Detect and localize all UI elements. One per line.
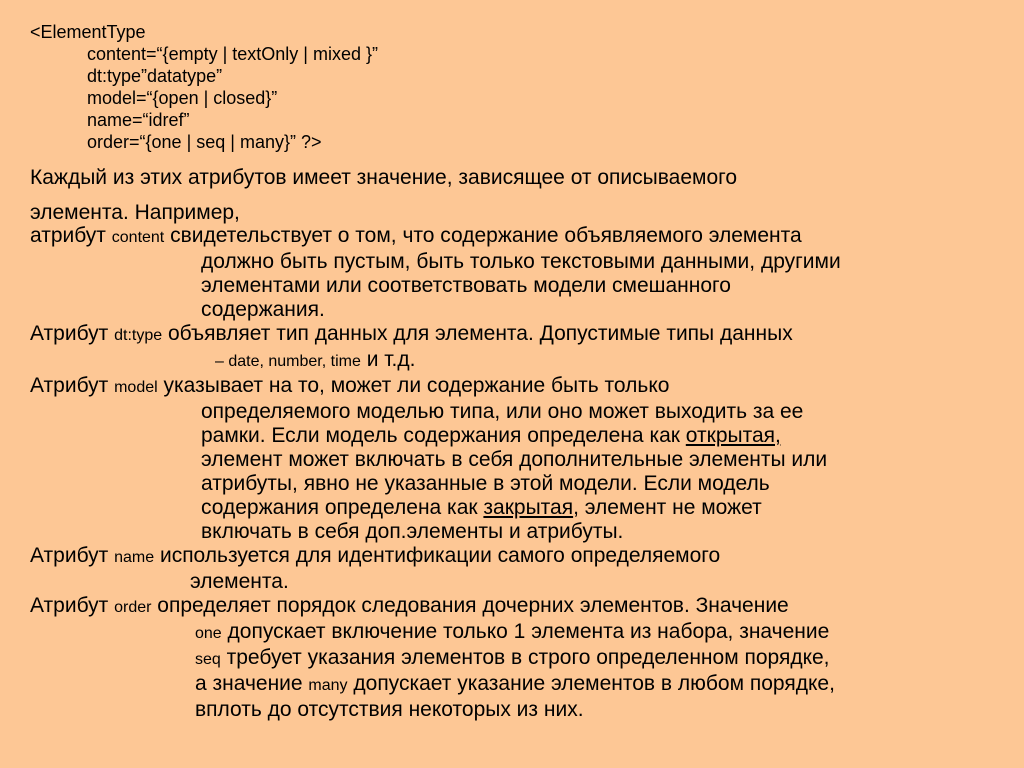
code-line-element-type: <ElementType bbox=[30, 22, 146, 42]
paragraph-line bbox=[30, 698, 1010, 722]
paragraph-text: требует указания элементов в строго определенном порядке, bbox=[220, 646, 830, 669]
paragraph-text: Атрибут bbox=[30, 594, 115, 617]
code-line-model: model=“{open | closed}” bbox=[87, 88, 278, 108]
attribute-content-paragraph bbox=[30, 224, 1010, 322]
paragraph-line bbox=[30, 646, 1010, 672]
attribute-order-paragraph bbox=[30, 594, 1010, 722]
paragraph-text: определяемого моделью типа, или оно может выходить за ее bbox=[201, 400, 804, 423]
underlined-term: закрытая bbox=[483, 496, 574, 519]
paragraph-text: Атрибут bbox=[30, 374, 115, 397]
paragraph-line bbox=[30, 448, 1010, 472]
paragraph-text: объявляет тип данных для элемента. Допустимые типы данных bbox=[162, 322, 793, 345]
paragraph-text: содержания. bbox=[201, 298, 325, 321]
paragraph-line bbox=[30, 322, 1010, 348]
paragraph-line bbox=[30, 374, 1010, 400]
paragraph-line bbox=[30, 400, 1010, 424]
paragraph-text: Атрибут bbox=[30, 322, 115, 345]
paragraph-text: допускает указание элементов в любом порядке, bbox=[347, 672, 835, 695]
attribute-term: one bbox=[195, 625, 222, 642]
element-type-syntax-block bbox=[30, 21, 378, 153]
paragraph-text: , элемент не может bbox=[573, 496, 762, 519]
attribute-name-paragraph bbox=[30, 544, 1010, 594]
attribute-term: seq bbox=[195, 651, 221, 668]
attribute-term: content bbox=[111, 229, 165, 246]
paragraph-text: элемент может включать в себя дополнительные элементы или bbox=[201, 448, 828, 471]
paragraph-text: а значение bbox=[195, 672, 309, 695]
paragraph-text: свидетельствует о том, что содержание объявляемого элемента bbox=[164, 224, 802, 247]
paragraph-text: атрибут bbox=[30, 224, 112, 247]
paragraph-text: рамки. Если модель содержания определена как bbox=[201, 424, 686, 447]
intro-line-2: элемента. Например, bbox=[30, 201, 240, 224]
attribute-term: model bbox=[114, 379, 158, 396]
code-line-order: order=“{one | seq | many}” ?> bbox=[87, 132, 322, 152]
code-line-name: name=“idref” bbox=[87, 110, 190, 130]
attribute-term: – date, number, time bbox=[215, 353, 361, 370]
paragraph-line bbox=[30, 424, 1010, 448]
intro-line-1: Каждый из этих атрибутов имеет значение, зависящее от описываемого bbox=[30, 166, 738, 189]
paragraph-line bbox=[30, 520, 1010, 544]
paragraph-line bbox=[30, 472, 1010, 496]
paragraph-text: включать в себя доп.элементы и атрибуты. bbox=[201, 520, 624, 543]
paragraph-text: и т.д. bbox=[360, 348, 416, 371]
paragraph-line bbox=[30, 274, 1010, 298]
paragraph-line bbox=[30, 224, 1010, 250]
paragraph-line bbox=[30, 570, 1010, 594]
paragraph-line bbox=[30, 594, 1010, 620]
attribute-model-paragraph bbox=[30, 374, 1010, 544]
paragraph-line bbox=[30, 620, 1010, 646]
paragraph-text: допускает включение только 1 элемента из набора, значение bbox=[221, 620, 830, 643]
paragraph-line bbox=[30, 544, 1010, 570]
underlined-term: открытая, bbox=[685, 424, 781, 447]
paragraph-text: содержания определена как bbox=[201, 496, 484, 519]
attribute-dt-type-paragraph bbox=[30, 322, 1010, 374]
paragraph-text: элемента. bbox=[190, 570, 289, 593]
code-line-dt-type: dt:type”datatype” bbox=[87, 66, 223, 86]
paragraph-text: указывает на то, может ли содержание быть только bbox=[157, 374, 670, 397]
attribute-term: many bbox=[308, 677, 348, 694]
intro-text bbox=[30, 160, 990, 230]
attribute-descriptions bbox=[30, 224, 1010, 722]
paragraph-text: Атрибут bbox=[30, 544, 115, 567]
attribute-term: order bbox=[114, 599, 152, 616]
attribute-term: dt:type bbox=[114, 327, 163, 344]
paragraph-line bbox=[30, 298, 1010, 322]
paragraph-line bbox=[30, 672, 1010, 698]
paragraph-text: определяет порядок следования дочерних элементов. Значение bbox=[151, 594, 789, 617]
paragraph-text: элементами или соответствовать модели смешанного bbox=[201, 274, 731, 297]
paragraph-text: вплоть до отсутствия некоторых из них. bbox=[195, 698, 584, 721]
attribute-term: name bbox=[114, 549, 155, 566]
paragraph-text: атрибуты, явно не указанные в этой модели. Если модель bbox=[201, 472, 770, 495]
paragraph-line bbox=[30, 496, 1010, 520]
paragraph-line bbox=[30, 250, 1010, 274]
code-line-content: content=“{empty | textOnly | mixed }” bbox=[87, 44, 378, 64]
paragraph-line bbox=[30, 348, 1010, 374]
paragraph-text: используется для идентификации самого определяемого bbox=[154, 544, 721, 567]
paragraph-text: должно быть пустым, быть только текстовыми данными, другими bbox=[201, 250, 841, 273]
